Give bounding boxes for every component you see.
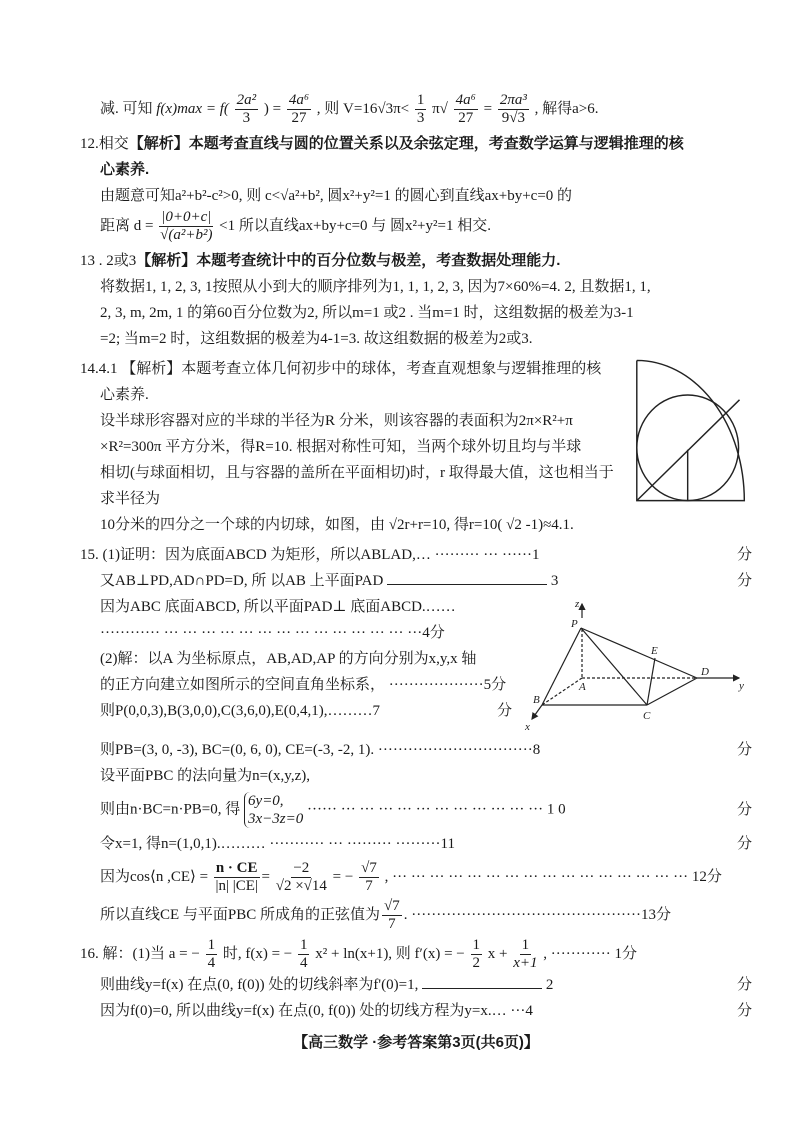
q14-line4: 10分米的四分之一个球的内切球，如图，由 √2r+r=10, 得r=10( √2 -1)≈4.1. [100,517,574,533]
score-label: 分 [736,573,752,589]
text: f(x)max = f( [156,100,229,117]
pb-edge [542,628,581,705]
denominator: 4 [299,955,308,971]
text: 所以直线CE 与平面PBC 所成角的正弦值为 [100,906,381,923]
denominator: x+1 [513,955,538,971]
text: 则由n·BC=n·PB=0, 得 [100,801,241,818]
text: , 解得a>6. [534,100,599,117]
dots: . ··············································13分 [403,906,672,923]
q15-line9: 设平面PBC 的法向量为n=(x,y,z), [100,768,310,784]
denominator: 7 [388,916,396,932]
fraction [382,898,402,933]
ab-edge [542,678,582,705]
q13-heading [80,248,752,274]
label-y: y [739,680,744,692]
text: ) = [263,100,282,117]
q14-section [80,356,752,538]
denominator: 3 [242,110,251,126]
text: <1 所以直线ax+by+c=0 与 圆x²+y²=1 相交. [219,217,491,234]
text: 令x=1, 得n=(1,0,1).……… ··········· ··· ········· ·········11 [100,836,455,852]
text: 16. 解：(1)当 a = − [80,945,200,962]
text: = [483,100,493,117]
fraction [359,860,379,895]
text-group [100,998,727,1024]
label-z: z [575,598,580,610]
text: 减. 可知 [100,100,153,117]
text: 又AB⊥PD,AD∩PD=D, 所 以AB 上平面PAD [100,573,384,589]
score-value: ···4 [510,1003,533,1019]
text: 则P(0,0,3),B(3,0,0),C(3,6,0),E(0,4,1),………7 [100,703,380,719]
denominator: 2 [472,955,480,971]
numerator: 1 [299,937,308,953]
numerator: 4a⁶ [288,92,310,108]
fraction [214,860,260,895]
score-value: 3 [550,573,559,589]
text: π√ [432,100,448,117]
q15-line8 [80,737,752,763]
numerator: 1 [207,937,216,953]
q14-heading: 14.4.1 【解析】本题考查立体几何初步中的球体，考查直观想象与逻辑推理的核 [80,361,602,377]
denominator: √2 ×√14 [275,878,327,894]
dots: ······ ··· ··· ··· ··· ··· ··· ··· ··· ··· ··· ··· 1 0 [307,801,566,818]
numerator: √7 [361,860,377,876]
q13-line2: 2, 3, m, 2m, 1 的第60百分位数为2, 所以m=1 或2 . 当m=1 时，这组数据的极差为3-1 [100,305,634,321]
score-label: 分 [736,836,752,852]
score-label: 分 [496,703,512,719]
denominator: 3 [416,110,425,126]
fraction [454,92,478,127]
label-d: D [701,666,709,678]
q16-line1 [80,937,752,972]
q14-line3: 相切(与球面相切，且与容器的盖所在平面相切)时，r 取得最大值，这也相当于求半径为 [100,465,614,507]
q13-line1: 将数据1, 1, 2, 3, 1按照从小到大的顺序排列为1, 1, 1, 2, 3, 因为7×60%=4. 2, 且数据1, 1, [100,279,651,295]
fraction [415,92,427,127]
label-e: E [651,645,658,657]
analysis-title: 【解析】本题考查统计中的百分位数与极差，考查数据处理能力. [136,252,561,269]
text: 因为cos⟨n ,CE⟩ = [100,868,209,885]
fraction [513,937,537,972]
q13-section [80,248,752,352]
q12-heading [80,131,752,157]
denominator: 7 [365,878,373,894]
score-label: 分 [736,547,752,563]
equation: 6y=0, [248,793,284,809]
text-group [100,972,727,998]
q12-section [80,131,752,244]
q15-line10 [80,792,752,828]
numerator: 2a² [236,92,257,108]
denominator: 27 [291,110,307,126]
equation-system [244,792,303,828]
score-value: 2 [545,977,554,993]
q15-line7 [80,698,512,724]
numerator: 2πa³ [499,92,527,108]
q15-line4: ············ ··· ··· ··· ··· ··· ··· ··· ··· ··· ··· ··· ··· ··· ···4分 [100,625,445,641]
q15-line1-dots: ········· ··· ······1 [434,547,540,563]
label-b: B [533,694,540,706]
score-label: 分 [736,977,752,993]
text: x² + ln(x+1), 则 f′(x) = − [315,945,465,962]
score-label: 分 [736,742,752,758]
denominator: 4 [207,955,216,971]
q14-line1: 设半球形容器对应的半球的半径为R 分米，则该容器的表面积为2π×R²+π [100,413,573,429]
fill-line [387,574,547,585]
numerator: 4a⁶ [455,92,476,108]
dots: , ············ 1分 [543,945,637,962]
text: 则PB=(3, 0, -3), BC=(0, 6, 0), CE=(-3, -2, 1). ·······························8 [100,742,541,758]
answer: 13 . 2或3 [80,253,137,269]
quarter-sphere-figure [632,356,752,506]
text-group [80,542,727,568]
equation: 3x−3z=0 [248,811,304,827]
numerator: 1 [521,937,530,953]
q12-heading-cont: 心素养. [100,161,150,178]
text: 则曲线y=f(x) 在点(0, f(0)) 处的切线斜率为f'(0)=1, [100,977,419,993]
q13-line3: =2; 当m=2 时，这组数据的极差为4-1=3. 故这组数据的极差为2或3. [100,331,533,347]
text: 15. (1)证明：因为底面ABCD 为矩形，所以ABLAD,… [80,547,431,563]
fraction [471,937,483,972]
q16-section [80,937,752,1024]
cd-edge [647,678,697,705]
dots: , ··· ··· ··· ··· ··· ··· ··· ··· ··· ··· ··· ··· ··· ··· ··· ··· 12分 [384,868,722,885]
fill-line [422,978,542,989]
pc-edge [581,628,647,705]
fraction [206,937,218,972]
q15-line13 [80,898,752,933]
denominator: 9√3 [501,110,525,126]
text-group [100,792,727,828]
x-axis [532,705,542,719]
q16-line3 [80,998,752,1024]
label-a: A [579,681,586,693]
pyramid-figure [522,598,752,733]
q15-line5: (2)解：以A 为坐标原点，AB,AD,AP 的方向分别为x,y,x 轴 [100,651,477,667]
analysis-title: 【解析】本题考查直线与圆的位置关系以及余弦定理，考查数学运算与逻辑推理的核 [128,135,684,152]
fraction [276,860,327,895]
denominator: √(a²+b²) [160,227,213,243]
text-group [100,568,727,594]
score-label: 分 [736,1003,752,1019]
q12-line1: 由题意可知a²+b²-c²>0, 则 c<√a²+b², 圆x²+y²=1 的圆心到直线ax+by+c=0 的 [100,188,573,204]
numerator: √7 [384,898,400,914]
text: x + [487,945,508,962]
label-c: C [643,710,651,722]
pd-edge [581,628,697,678]
numerator: −2 [293,860,310,876]
q14-line2: ×R²=300π 平方分米，得R=10. 根据对称性可知，当两个球外切且均与半球 [100,439,582,455]
q15-line1 [80,542,752,568]
numerator: 1 [416,92,425,108]
q15-line11 [80,831,752,857]
q15-line6: 的正方向建立如图所示的空间直角坐标系， ···················5分 [100,677,507,693]
text: 距离 d = [100,217,154,234]
fraction [298,937,310,972]
page-footer: 【高三数学 ·参考答案第3页(共6页)】 [293,1034,539,1051]
text: 因为f(0)=0, 所以曲线y=f(x) 在点(0, f(0)) 处的切线方程为y=x.… [100,1003,507,1019]
text: , 则 V=16√3π< [316,100,410,117]
q15-line2 [80,568,752,594]
answer: 12.相交 [80,136,129,152]
q12-line2 [80,209,752,244]
q14-heading-cont: 心素养. [100,387,149,403]
text: 时, f(x) = − [222,945,293,962]
label-p: P [571,618,578,630]
fraction [287,92,311,127]
score-label: 分 [736,802,752,818]
numerator: 1 [472,937,480,953]
denominator: 27 [458,110,474,126]
q11-conclusion [80,92,752,127]
fraction [235,92,259,127]
q15-section [80,542,752,933]
text: = − [332,868,354,885]
label-x: x [525,721,530,733]
fraction [498,92,529,127]
q15-line3: 因为ABC 底面ABCD, 所以平面PAD⊥ 底面ABCD.…… [100,599,456,615]
numerator: n · CE [215,860,258,876]
q16-line2 [80,972,752,998]
fraction [159,209,213,244]
ce-segment [647,658,655,705]
q15-line12: 因为cos⟨n ,CE⟩ = $\frac{n \cdot CE}{|n| |CE|}$ = $\frac{-2}{√2 \times√14}$ = − $\frac{√7}{7}$ , ··· ··· ··· ··· ··· ··· ··· ··· ··· ··· ··· ··· ··· ··· ··· ··· 12分 [100,860,722,894]
denominator: |n| |CE| [215,878,258,894]
numerator: |0+0+c| [161,209,212,225]
